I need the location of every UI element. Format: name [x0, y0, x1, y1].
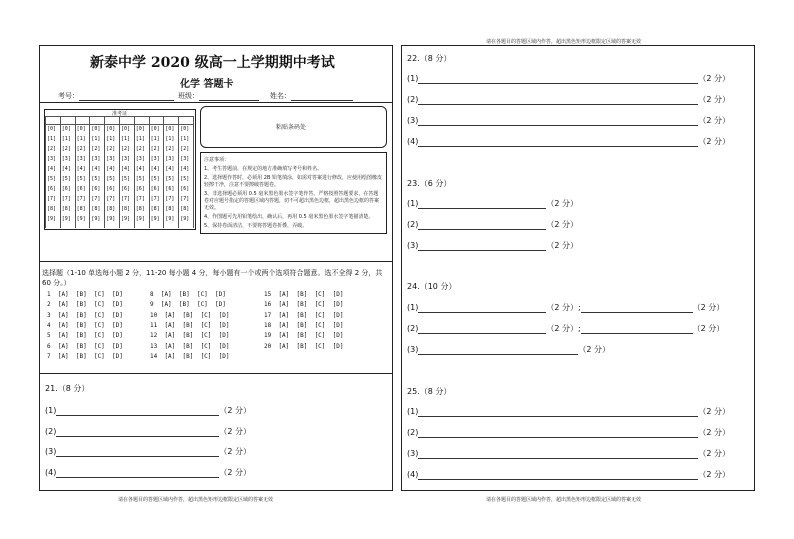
q25-title: 25.（8 分） [407, 387, 452, 396]
score-label: （2 分） [578, 345, 610, 354]
digit-bubble[interactable]: [6] [61, 186, 71, 192]
class-field[interactable] [178, 91, 259, 101]
bottom-notice-left: 请在各题目的答题区域内作答，超出黑色矩形边框限定区域的答案无效 [118, 497, 274, 503]
digit-bubble[interactable]: [3] [165, 156, 175, 162]
answer-row[interactable] [407, 115, 730, 126]
digit-bubble[interactable]: [8] [91, 206, 101, 212]
answer-label: (1) [45, 406, 57, 415]
answer-label: (3) [45, 447, 57, 456]
digit-bubble[interactable]: [7] [135, 196, 145, 202]
score-label: （2 分） [698, 407, 730, 416]
answer-row[interactable] [407, 448, 730, 459]
score-label: （2 分） [219, 447, 251, 456]
digit-bubble[interactable]: [2] [121, 146, 131, 152]
digit-bubble[interactable]: [6] [76, 186, 86, 192]
digit-bubble[interactable]: [5] [135, 176, 145, 182]
answer-blank[interactable] [418, 304, 546, 313]
answer-blank[interactable] [418, 75, 698, 84]
digit-bubble[interactable]: [8] [76, 206, 86, 212]
digit-bubble[interactable]: [4] [165, 166, 175, 172]
exam-number-label: 准考证 [112, 111, 128, 117]
section-divider [39, 373, 393, 374]
answer-blank[interactable] [418, 200, 546, 209]
digit-bubble[interactable]: [1] [150, 136, 160, 142]
barcode-label: 粘贴条码处 [276, 124, 307, 131]
digit-bubble[interactable]: [2] [165, 146, 175, 152]
digit-bubble[interactable]: [0] [47, 126, 57, 132]
digit-bubble[interactable]: [9] [47, 216, 57, 222]
grid-line [104, 116, 105, 228]
choice-question[interactable]: 7 [A] [B] [C] [D] [47, 352, 123, 360]
q22-title: 22.（8 分） [407, 54, 452, 63]
score-label: （2 分） [698, 95, 730, 104]
answer-blank[interactable] [418, 429, 698, 438]
answer-label: (3) [407, 449, 419, 458]
digit-bubble[interactable]: [9] [150, 216, 160, 222]
digit-bubble[interactable]: [6] [106, 186, 116, 192]
answer-blank[interactable] [418, 346, 578, 355]
score-label: （2 分） [219, 426, 251, 436]
answer-row[interactable] [407, 136, 730, 147]
choice-question[interactable]: 8 [A] [B] [C] [D] [150, 291, 226, 298]
answer-row[interactable] [407, 73, 730, 84]
digit-bubble[interactable]: [1] [47, 136, 57, 142]
digit-bubble[interactable]: [3] [91, 156, 101, 162]
notes-item: 3、非选择题必须用 0.5 毫米黑色墨水签字笔作答。严格按照答题要求，在答题卷对应题号指定的答题区域内答题，切不可超出黑色边框，超出黑色边框的答案无效。 [204, 191, 380, 211]
answer-blank[interactable] [56, 428, 219, 437]
digit-bubble[interactable]: [6] [121, 186, 131, 192]
answer-label: (4) [407, 137, 419, 146]
digit-bubble[interactable]: [6] [135, 186, 145, 192]
answer-row[interactable] [45, 446, 251, 457]
digit-bubble[interactable]: [6] [165, 186, 175, 192]
answer-blank[interactable] [418, 408, 698, 417]
choice-question[interactable]: 11 [A] [B] [C] [D] [150, 321, 230, 329]
grid-line [45, 116, 46, 228]
name-label: 姓名： [270, 92, 291, 100]
answer-row[interactable] [407, 406, 730, 417]
digit-bubble[interactable]: [1] [180, 136, 190, 142]
answer-blank[interactable] [418, 96, 698, 105]
digit-bubble[interactable]: [0] [135, 126, 145, 132]
digit-bubble[interactable]: [1] [61, 136, 71, 142]
score-label: （2 分） [692, 324, 725, 333]
digit-bubble[interactable]: [3] [150, 156, 160, 162]
answer-label: (2) [407, 324, 419, 333]
digit-bubble[interactable]: [8] [106, 206, 116, 212]
digit-bubble[interactable]: [5] [91, 176, 101, 182]
digit-bubble[interactable]: [6] [150, 186, 160, 192]
notes-item: 2、选择题作答时，必须用 2B 铅笔填涂，如需对答案进行修改，应使用绘图橡皮轻擦干净，注意不要擦破答题卷。 [204, 175, 382, 188]
notes-item: 1、考生答题前，在规定的地方准确填写考号和姓名。 [204, 166, 323, 172]
answer-blank[interactable] [418, 221, 546, 230]
choice-question[interactable]: 2 [A] [B] [C] [D] [47, 301, 123, 309]
choice-question[interactable]: 20 [A] [B] [C] [D] [264, 342, 344, 350]
score-label: （2 分） [219, 467, 251, 477]
score-label: （2 分） [698, 428, 730, 437]
digit-bubble[interactable]: [2] [135, 146, 145, 152]
choice-question[interactable]: 14 [A] [B] [C] [D] [150, 352, 230, 360]
digit-bubble[interactable]: [9] [106, 216, 116, 222]
digit-bubble[interactable]: [2] [180, 146, 190, 152]
digit-bubble[interactable]: [5] [180, 176, 190, 182]
notes-item: 5、保持卷面清洁，不要将答题卷折叠，弄破。 [204, 223, 308, 229]
digit-bubble[interactable]: [6] [47, 186, 57, 192]
digit-bubble[interactable]: [8] [47, 206, 57, 212]
digit-bubble[interactable]: [3] [47, 156, 57, 162]
answer-blank[interactable] [418, 450, 698, 459]
answer-blank[interactable] [56, 407, 219, 416]
answer-label: (2) [45, 426, 57, 436]
digit-bubble[interactable]: [3] [61, 156, 71, 162]
digit-bubble[interactable]: [6] [91, 186, 101, 192]
score-label: （2 分）; [546, 324, 581, 333]
choice-question[interactable]: 15 [A] [B] [C] [D] [264, 291, 344, 298]
answer-blank[interactable] [418, 117, 698, 126]
answer-blank[interactable] [56, 448, 219, 457]
digit-bubble[interactable]: [8] [61, 206, 71, 212]
grid-line [193, 116, 194, 228]
answer-blank[interactable] [581, 325, 693, 334]
digit-bubble[interactable]: [9] [76, 216, 86, 222]
digit-bubble[interactable]: [2] [61, 146, 71, 152]
answer-row[interactable] [407, 240, 578, 251]
notes-title: 注意事项： [204, 157, 230, 163]
digit-bubble[interactable]: [4] [61, 166, 71, 172]
digit-bubble[interactable]: [7] [76, 196, 86, 202]
digit-bubble[interactable]: [7] [180, 196, 190, 202]
digit-bubble[interactable]: [3] [121, 156, 131, 162]
answer-label: (2) [407, 220, 419, 229]
answer-blank[interactable] [581, 304, 693, 313]
answer-row[interactable] [45, 426, 251, 437]
card-subtitle: 化学 答题卡 [180, 79, 234, 90]
digit-bubble[interactable]: [2] [91, 146, 101, 152]
answer-label: (4) [45, 467, 57, 477]
digit-bubble[interactable]: [0] [165, 126, 175, 132]
digit-bubble[interactable]: [8] [180, 206, 190, 212]
digit-bubble[interactable]: [5] [61, 176, 71, 182]
q24-title: 24.（10 分） [407, 282, 457, 291]
digit-bubble[interactable]: [9] [135, 216, 145, 222]
digit-bubble[interactable]: [5] [165, 176, 175, 182]
digit-bubble[interactable]: [3] [180, 156, 190, 162]
digit-bubble[interactable]: [5] [106, 176, 116, 182]
score-label: （2 分） [546, 199, 578, 208]
digit-bubble[interactable]: [4] [76, 166, 86, 172]
choice-question[interactable]: 3 [A] [B] [C] [D] [47, 311, 123, 319]
grid-line [45, 124, 193, 125]
digit-bubble[interactable]: [3] [76, 156, 86, 162]
digit-bubble[interactable]: [7] [165, 196, 175, 202]
digit-bubble[interactable]: [8] [165, 206, 175, 212]
grid-line [134, 116, 135, 228]
grid-line [45, 116, 193, 117]
digit-bubble[interactable]: [0] [91, 126, 101, 132]
digit-bubble[interactable]: [4] [91, 166, 101, 172]
choice-question[interactable]: 12 [A] [B] [C] [D] [150, 332, 230, 340]
digit-bubble[interactable]: [2] [47, 146, 57, 152]
score-label: （2 分）; [546, 303, 581, 312]
answer-label: (3) [407, 116, 419, 125]
digit-bubble[interactable]: [0] [61, 126, 71, 132]
grid-line [119, 116, 120, 228]
digit-bubble[interactable]: [4] [106, 166, 116, 172]
digit-bubble[interactable]: [4] [150, 166, 160, 172]
grid-line [75, 116, 76, 228]
digit-bubble[interactable]: [9] [91, 216, 101, 222]
choice-question[interactable]: 13 [A] [B] [C] [D] [150, 342, 230, 350]
digit-bubble[interactable]: [4] [47, 166, 57, 172]
digit-bubble[interactable]: [3] [106, 156, 116, 162]
digit-bubble[interactable]: [5] [150, 176, 160, 182]
answer-row[interactable] [45, 467, 251, 478]
top-notice: 请在各题目的答题区域内作答，超出黑色矩形边框限定区域的答案无效 [486, 39, 642, 45]
digit-bubble[interactable]: [7] [91, 196, 101, 202]
score-label: （2 分） [698, 74, 730, 83]
digit-bubble[interactable]: [4] [121, 166, 131, 172]
score-label: （2 分） [692, 303, 725, 312]
digit-bubble[interactable]: [1] [106, 136, 116, 142]
answer-row[interactable] [407, 323, 724, 334]
digit-bubble[interactable]: [5] [47, 176, 57, 182]
digit-bubble[interactable]: [1] [76, 136, 86, 142]
digit-bubble[interactable]: [1] [165, 136, 175, 142]
digit-bubble[interactable]: [9] [180, 216, 190, 222]
answer-label: (3) [407, 241, 419, 250]
answer-row[interactable] [407, 302, 724, 313]
exam-no-label: 考号： [58, 92, 79, 100]
answer-row[interactable] [407, 344, 610, 355]
answer-blank[interactable] [418, 242, 546, 251]
digit-bubble[interactable]: [5] [76, 176, 86, 182]
digit-bubble[interactable]: [6] [180, 186, 190, 192]
answer-blank[interactable] [418, 471, 698, 480]
answer-row[interactable] [407, 198, 578, 209]
answer-blank[interactable] [418, 138, 698, 147]
digit-bubble[interactable]: [9] [61, 216, 71, 222]
name-field[interactable] [270, 91, 353, 101]
answer-label: (1) [407, 407, 419, 416]
digit-bubble[interactable]: [0] [180, 126, 190, 132]
digit-bubble[interactable]: [2] [150, 146, 160, 152]
answer-label: (4) [407, 470, 419, 479]
exam-title: 新泰中学 2020 级高一上学期期中考试 [90, 55, 335, 71]
answer-label: (1) [407, 199, 419, 208]
digit-bubble[interactable]: [3] [135, 156, 145, 162]
answer-row[interactable] [407, 427, 730, 438]
digit-bubble[interactable]: [7] [61, 196, 71, 202]
choice-question[interactable]: 6 [A] [B] [C] [D] [47, 342, 123, 350]
choice-question[interactable]: 9 [A] [B] [C] [D] [150, 301, 226, 309]
digit-bubble[interactable]: [0] [106, 126, 116, 132]
score-label: （2 分） [219, 406, 251, 415]
digit-bubble[interactable]: [0] [76, 126, 86, 132]
score-label: （2 分） [546, 241, 578, 250]
grid-line [178, 116, 179, 228]
choice-question[interactable]: 5 [A] [B] [C] [D] [47, 332, 123, 340]
digit-bubble[interactable]: [8] [121, 206, 131, 212]
digit-bubble[interactable]: [2] [76, 146, 86, 152]
score-label: （2 分） [698, 449, 730, 458]
choice-question[interactable]: 18 [A] [B] [C] [D] [264, 321, 344, 329]
answer-label: (3) [407, 345, 419, 354]
answer-label: (2) [407, 428, 419, 437]
digit-bubble[interactable]: [7] [150, 196, 160, 202]
right-panel [401, 45, 755, 491]
answer-row[interactable] [407, 94, 730, 105]
digit-bubble[interactable]: [1] [91, 136, 101, 142]
grid-line [60, 116, 61, 228]
digit-bubble[interactable]: [8] [150, 206, 160, 212]
choice-question[interactable]: 10 [A] [B] [C] [D] [150, 311, 230, 319]
digit-bubble[interactable]: [7] [106, 196, 116, 202]
digit-bubble[interactable]: [1] [121, 136, 131, 142]
answer-row[interactable] [45, 405, 251, 416]
bottom-notice-right: 请在各题目的答题区域内作答，超出黑色矩形边框限定区域的答案无效 [486, 497, 642, 503]
score-label: （2 分） [698, 470, 730, 479]
q21-title: 21.（8 分） [45, 384, 90, 393]
digit-bubble[interactable]: [9] [121, 216, 131, 222]
choice-instructions: 选择题（1-10 单选每小题 2 分，11-20 每小题 4 分，每小题有一个或两个选项符合题意。选不全得 2 分，共 60 分。） [42, 269, 383, 287]
choice-question[interactable]: 16 [A] [B] [C] [D] [264, 301, 344, 309]
answer-label: (2) [407, 95, 419, 104]
score-label: （2 分） [698, 116, 730, 125]
answer-blank[interactable] [418, 325, 546, 334]
answer-row[interactable] [407, 219, 578, 230]
digit-bubble[interactable]: [9] [165, 216, 175, 222]
digit-bubble[interactable]: [7] [47, 196, 57, 202]
notes-box [200, 152, 387, 234]
score-label: （2 分） [546, 220, 578, 229]
notes-item: 4、作图题可先用铅笔绘出，确认后，再用 0.5 毫米黑色墨水签字笔描清楚。 [204, 214, 374, 220]
choice-question[interactable]: 19 [A] [B] [C] [D] [264, 332, 344, 340]
choice-question[interactable]: 4 [A] [B] [C] [D] [47, 321, 123, 329]
grid-line [149, 116, 150, 228]
q23-title: 23.（6 分） [407, 179, 452, 188]
exam-no-field[interactable] [58, 91, 174, 101]
digit-bubble[interactable]: [0] [121, 126, 131, 132]
digit-bubble[interactable]: [2] [106, 146, 116, 152]
digit-bubble[interactable]: [8] [135, 206, 145, 212]
digit-bubble[interactable]: [5] [121, 176, 131, 182]
class-label: 班级： [178, 92, 199, 100]
score-label: （2 分） [698, 137, 730, 146]
answer-blank[interactable] [56, 469, 219, 478]
answer-row[interactable] [407, 469, 730, 480]
grid-line [89, 116, 90, 228]
grid-line [163, 116, 164, 228]
digit-bubble[interactable]: [1] [135, 136, 145, 142]
digit-bubble[interactable]: [7] [121, 196, 131, 202]
answer-label: (1) [407, 74, 419, 83]
choice-question[interactable]: 1 [A] [B] [C] [D] [47, 291, 123, 298]
digit-bubble[interactable]: [4] [180, 166, 190, 172]
digit-bubble[interactable]: [0] [150, 126, 160, 132]
answer-label: (1) [407, 303, 419, 312]
choice-question[interactable]: 17 [A] [B] [C] [D] [264, 311, 344, 319]
digit-bubble[interactable]: [4] [135, 166, 145, 172]
